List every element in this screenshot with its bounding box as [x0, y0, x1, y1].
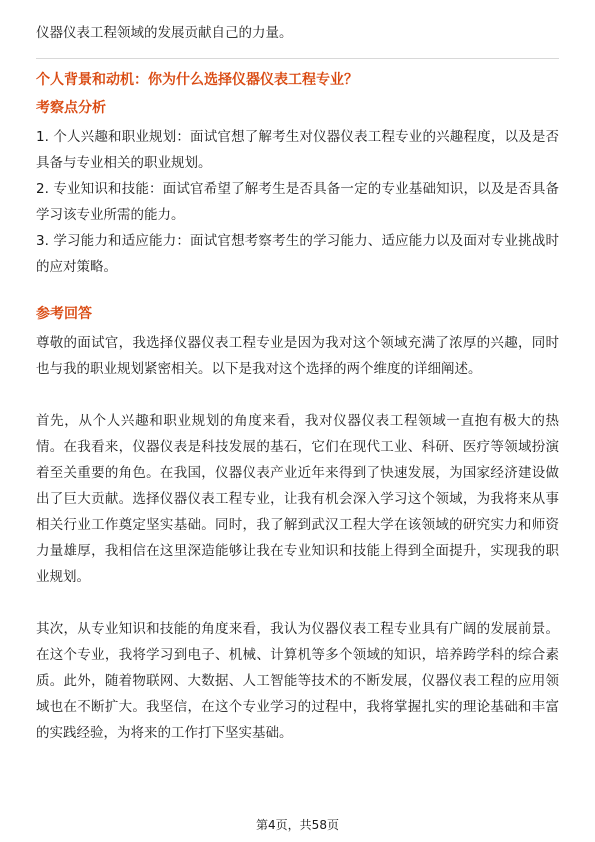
analysis-point: 1. 个人兴趣和职业规划：面试官想了解考生对仪器仪表工程专业的兴趣程度，以及是否具备与专业相关的职业规划。 [36, 129, 559, 171]
analysis-point: 3. 学习能力和适应能力：面试官想考察考生的学习能力、适应能力以及面对专业挑战时的应对策略。 [36, 233, 559, 275]
analysis-point: 2. 专业知识和技能：面试官希望了解考生是否具备一定的专业基础知识，以及是否具备学习该专业所需的能力。 [36, 181, 559, 223]
section-divider [36, 58, 559, 59]
page-number: 第4页，共58页 [256, 818, 339, 832]
answer-heading: 参考回答 [36, 306, 92, 322]
answer-paragraph: 其次，从专业知识和技能的角度来看，我认为仪器仪表工程专业具有广阔的发展前景。在这个专业，我将学习到电子、机械、计算机等多个领域的知识，培养跨学科的综合素质。此外，随着物联网、大数据、人工智能等技术的不断发展，仪器仪表工程的应用领域也在不断扩大。我坚信，在这个专业学习的过程中，我将掌握扎实的理论基础和丰富的实践经验，为将来的工作打下坚实基础。 [36, 621, 559, 741]
answer-paragraph: 首先，从个人兴趣和职业规划的角度来看，我对仪器仪表工程领域一直抱有极大的热情。在我看来，仪器仪表是科技发展的基石，它们在现代工业、科研、医疗等领域扮演着至关重要的角色。在我国，仪器仪表产业近年来得到了快速发展，为国家经济建设做出了巨大贡献。选择仪器仪表工程专业，让我有机会深入学习这个领域，为我将来从事相关行业工作奠定坚实基础。同时，我了解到武汉工程大学在该领域的研究实力和师资力量雄厚，我相信在这里深造能够让我在专业知识和技能上得到全面提升，实现我的职业规划。 [36, 413, 559, 585]
analysis-points [36, 124, 559, 280]
answer-paragraph: 尊敬的面试官，我选择仪器仪表工程专业是因为我对这个领域充满了浓厚的兴趣，同时也与我的职业规划紧密相关。以下是我对这个选择的两个维度的详细阐述。 [36, 335, 559, 377]
question-heading: 个人背景和动机：你为什么选择仪器仪表工程专业？ [36, 72, 358, 88]
intro-tail-text: 仪器仪表工程领域的发展贡献自己的力量。 [36, 25, 293, 41]
analysis-heading: 考察点分析 [36, 100, 106, 116]
answer-body [36, 330, 559, 746]
